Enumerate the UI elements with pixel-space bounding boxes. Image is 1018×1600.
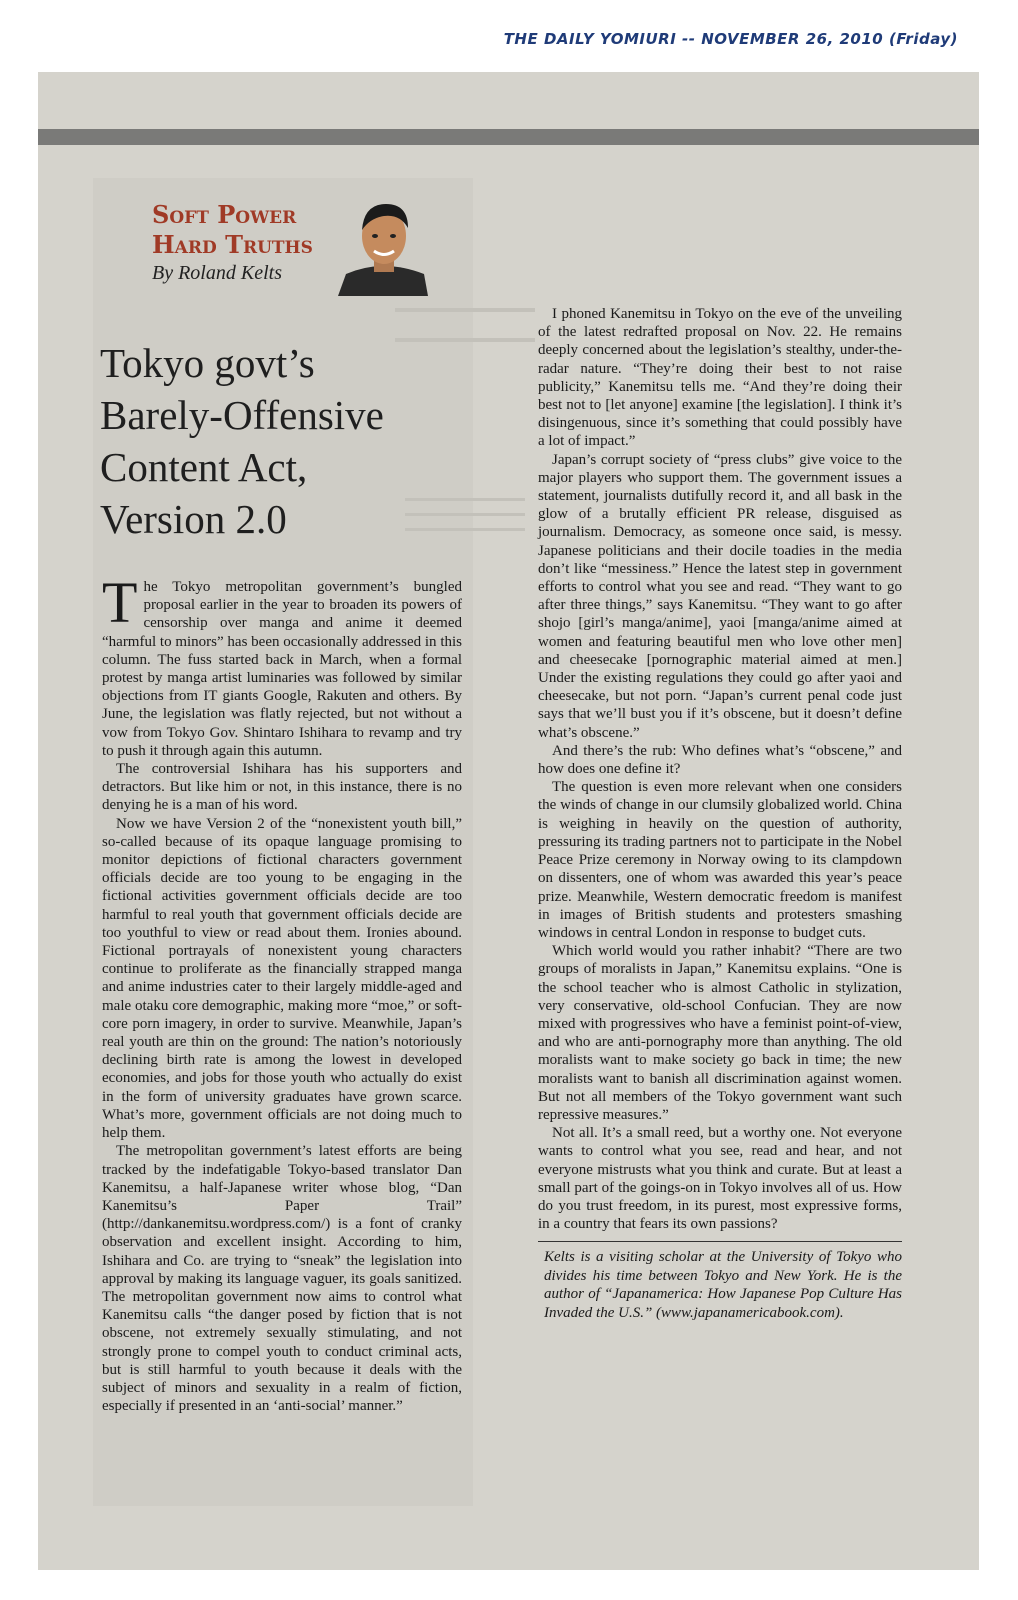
article-paragraph: And there’s the rub: Who defines what’s “obscene,” and how does one define it?	[538, 742, 902, 778]
article-paragraph: Now we have Version 2 of the “nonexistent youth bill,” so-called because of its opaque language promising to monitor depictions of fictional characters government officials decide are too young to be engaging in the fictional activities government officials decide are too harmful to real youth that government officials decide are too youthful to view or read about them. Ironies abound. Fictional portrayals of nonexistent young characters continue to proliferate as the financially strapped manga and anime industries cater to their largely middle-aged and male otaku core demographic, making more “moe,” or soft-core porn imagery, in order to survive. Meanwhile, Japan’s real youth are thin on the ground: The nation’s notoriously declining birth rate is among the lowest in developed economies, and jobs for those youth who actually do exist in the form of university graduates have grown scarce. What’s more, government officials are not doing much to help them.	[102, 815, 462, 1142]
column-logo	[152, 200, 352, 285]
headline-line: Version 2.0	[100, 496, 287, 542]
article-paragraph: The metropolitan government’s latest efforts are being tracked by the indefatigable Tokyo-based translator Dan Kanemitsu, a half-Japanese writer whose blog, “Dan Kanemitsu’s Paper Trail” (http://dankanemitsu.wordpress.com/) is a font of cranky observation and excellent insight. According to him, Ishihara and Co. are trying to “sneak” the legislation into approval by making its language vaguer, its goals sanitized. The metropolitan government now aims to control what Kanemitsu calls “the danger posed by fiction that is not obscene, not extremely sexually stimulating, and not strongly prone to compel youth to conduct criminal acts, but is still harmful to youth because it deals with the subject of minors and sexuality in a realm of fiction, especially if presented in an ‘anti-social’ manner.”	[102, 1143, 462, 1415]
headline	[100, 337, 470, 545]
bio-divider	[538, 1241, 902, 1242]
header-rule-bar	[38, 129, 979, 145]
column-kicker-line1: Soft Power	[152, 200, 297, 229]
article-paragraph: The controversial Ishihara has his supporters and detractors. But like him or not, in this instance, there is no denying he is a man of his word.	[102, 761, 462, 814]
author-portrait-icon	[338, 196, 428, 296]
column-kicker-line2: Hard Truths	[152, 230, 313, 259]
article-paragraph: I phoned Kanemitsu in Tokyo on the eve of the unveiling of the latest redrafted proposal on Nov. 22. He remains deeply concerned about the legislation’s stealthy, under-the-radar nature. “They’re doing their best to not raise publicity,” Kanemitsu tells me. “And they’re doing their best not to [let anyone] examine [the legislation]. I think it’s disingenuous, since it’s something that could possibly have a lot of impact.”	[538, 306, 902, 450]
headline-line: Tokyo govt’s	[100, 340, 315, 386]
headline-line: Barely-Offensive	[100, 392, 384, 438]
article-column-1	[102, 570, 462, 1415]
article-paragraph: Japan’s corrupt society of “press clubs” give voice to the major players who support them. The government issues a statement, journalists dutifully record it, and all bask in the glow of a brutally efficient PR release, disguised as journalism. Democracy, as someone once said, is messy. Japanese politicians and their docile toadies in the media don’t like “messiness.” Hence the latest step in government efforts to control what you see and read. “They want to go after three things,” says Kanemitsu. “They want to go after shojo [girl’s manga/anime], yaoi [manga/anime aimed at women and featuring beautiful men who love other men] and cheesecake [pornographic material aimed at men.] Under the existing regulations they could go after yaoi and cheesecake, but not porn. “Japan’s current penal code just says that we’ll bust you if it’s obscene, but it doesn’t define what’s obscene.”	[538, 451, 902, 741]
drop-cap: T	[102, 570, 138, 635]
article-paragraph: The question is even more relevant when one considers the winds of change in our clumsily globalized world. China is weighing in heavily on the question of authority, pressuring its trading partners not to participate in the Nobel Peace Prize ceremony in Norway owing to its clampdown on dissenters, one of whom was awarded this year’s peace prize. Meanwhile, Western democratic freedom is manifest in images of British students and protesters smashing windows in central London in response to budget cuts.	[538, 779, 902, 941]
article-paragraph: Not all. It’s a small reed, but a worthy one. Not everyone wants to control what you see, read and hear, and not everyone mistrusts what you think and curate. But at least a small part of the goings-on in Tokyo involves all of us. How do you trust freedom, in its purest, most expressive forms, in a country that fears its own passions?	[538, 1125, 902, 1233]
headline-line: Content Act,	[100, 444, 308, 490]
article-paragraph: Which world would you rather inhabit? “There are two groups of moralists in Japan,” Kanemitsu explains. “One is the school teacher who is almost Catholic in stylization, very conservative, old-school Confucian. They are now mixed with progressives who have a feminist point-of-view, and who are anti-pornography more than anything. The old moralists want to make society go back in time; the new moralists want to banish all discrimination against women. But not all members of the Tokyo government want such repressive measures.”	[538, 943, 902, 1123]
byline: By Roland Kelts	[152, 262, 282, 284]
article-paragraph: The Tokyo metropolitan government’s bungled proposal earlier in the year to broaden its powers of censorship over manga and anime it deemed “harmful to minors” has been occasionally addressed in this column. The fuss started back in March, when a formal protest by manga artist luminaries was followed by similar objections from IT giants Google, Rakuten and others. By June, the legislation was flatly rejected, but not without a vow from Tokyo Gov. Shintaro Ishihara to revamp and try to push it through again this autumn.	[102, 570, 462, 759]
author-bio: Kelts is a visiting scholar at the University of Tokyo who divides his time between Tokyo and New York. He is the author of “Japanamerica: How Japanese Pop Culture Has Invaded the U.S.” (www.japanamericabook.com).	[544, 1249, 902, 1321]
masthead: THE DAILY YOMIURI -- NOVEMBER 26, 2010 (Friday)	[503, 30, 958, 48]
article-column-2	[538, 305, 902, 1322]
